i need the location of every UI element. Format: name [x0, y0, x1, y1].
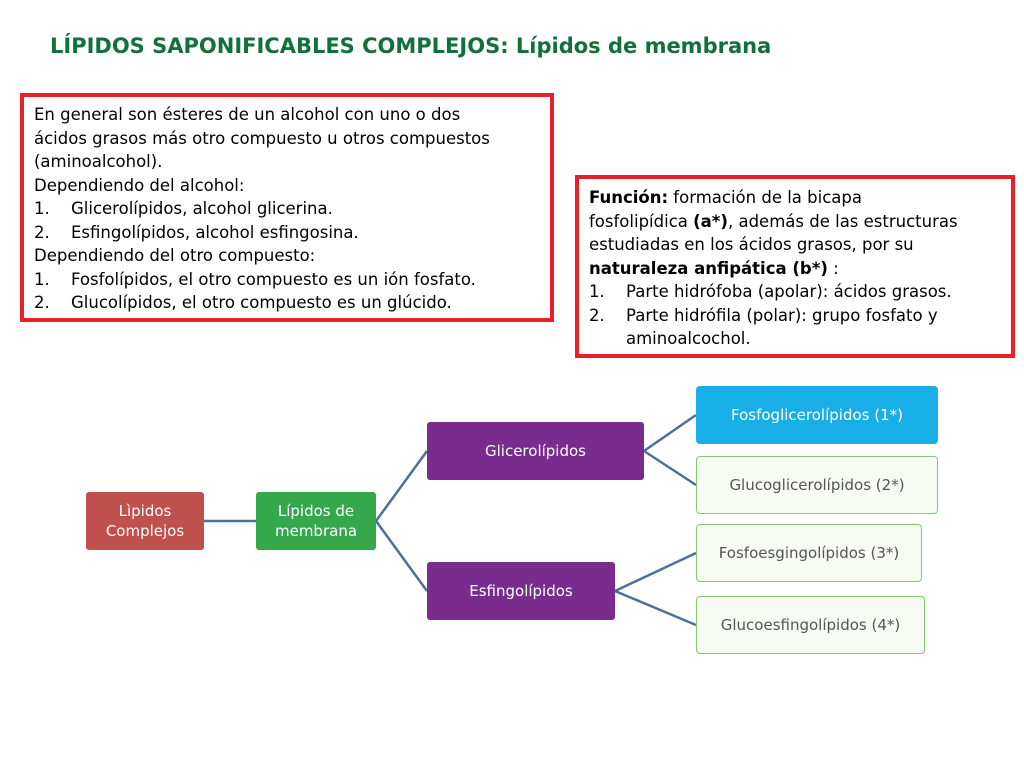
list-text: Glicerolípidos, alcohol glicerina.	[71, 199, 333, 218]
function-text: :	[827, 258, 839, 278]
list-text: Esfingolípidos, alcohol esfingosina.	[71, 222, 359, 242]
naturaleza-label: naturaleza anfipática (b*)	[589, 258, 828, 278]
node-fosfoesfingolipidos: Fosfoesgingolípidos (3*)	[696, 524, 922, 582]
list-text: Parte hidrófila (polar): grupo fosfato y aminoalcochol.	[626, 305, 938, 348]
function-line-3: estudiadas en los ácidos grasos, por su	[589, 235, 914, 254]
connector-glicerolipidos-children	[644, 415, 696, 485]
node-glicerolipidos: Glicerolípidos	[427, 422, 644, 480]
list-number: 2.	[34, 222, 50, 242]
list-number: 1.	[589, 282, 605, 301]
node-lipidos-membrana: Lípidos de membrana	[256, 492, 376, 550]
list-text: Parte hidrófoba (apolar): ácidos grasos.	[626, 282, 952, 301]
a-label: (a*)	[693, 211, 728, 231]
function-label: Función:	[589, 188, 669, 207]
function-text: , además de las estructuras	[727, 211, 958, 231]
connector-esfingolipidos-children	[615, 553, 696, 625]
list-text: Glucolípidos, el otro compuesto es un glúcido.	[71, 293, 452, 312]
node-fosfoglicerolipidos: Fosfoglicerolípidos (1*)	[696, 386, 938, 444]
node-lipidos-complejos: Lìpidos Complejos	[86, 492, 204, 550]
page-title: LÍPIDOS SAPONIFICABLES COMPLEJOS: Lípidos de membrana	[50, 34, 772, 58]
node-esfingolipidos: Esfingolípidos	[427, 562, 615, 620]
node-glucoesfingolipidos: Glucoesfingolípidos (4*)	[696, 596, 925, 654]
list-number: 1.	[34, 269, 50, 289]
list-number: 2.	[589, 305, 605, 325]
connector-membrana-children	[376, 451, 427, 591]
function-text: formación de la bicapa	[668, 188, 862, 207]
list-text: Fosfolípidos, el otro compuesto es un ión fosfato.	[71, 269, 476, 289]
list-number: 1.	[34, 199, 50, 218]
function-text: fosfolipídica	[589, 211, 694, 231]
node-glucoglicerolipidos: Glucoglicerolípidos (2*)	[696, 456, 938, 514]
intro-line-3: (aminoalcohol).	[34, 152, 163, 171]
alcohol-heading: Dependiendo del alcohol:	[34, 175, 245, 195]
list-number: 2.	[34, 293, 50, 312]
compound-heading: Dependiendo del otro compuesto:	[34, 246, 316, 265]
intro-line-1: En general son ésteres de un alcohol con uno o dos	[34, 105, 461, 124]
intro-line-2: ácidos grasos más otro compuesto u otros compuestos	[34, 128, 490, 148]
